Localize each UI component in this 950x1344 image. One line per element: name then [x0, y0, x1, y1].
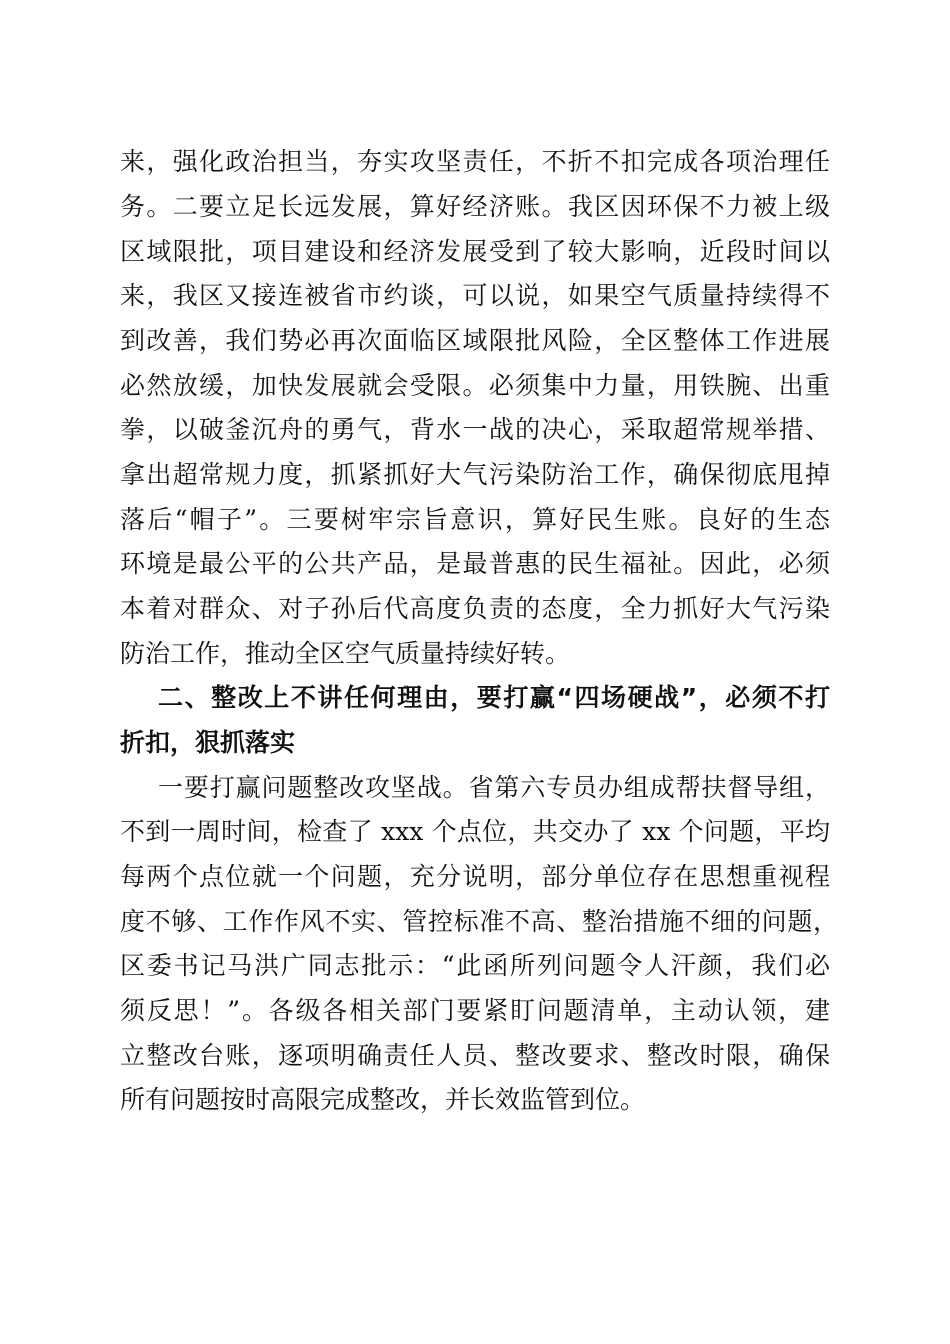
text-line: 来，我区又接连被省市约谈，可以说，如果空气质量持续得不	[120, 281, 830, 310]
text-line: 每两个点位就一个问题，充分说明，部分单位存在思想重视程	[120, 862, 830, 891]
text-line: 防治工作，推动全区空气质量持续好转。	[120, 639, 571, 668]
text-line: 本着对群众、对子孙后代高度负责的态度，全力抓好大气污染	[120, 594, 830, 623]
text-line: 所有问题按时高限完成整改，并长效监管到位。	[120, 1085, 646, 1114]
text-line: 环境是最公平的公共产品，是最普惠的民生福祉。因此，必须	[120, 549, 830, 578]
text-line: 立整改台账，逐项明确责任人员、整改要求、整改时限，确保	[120, 1041, 830, 1070]
text-line: 须反思！”。各级各相关部门要紧盯问题清单，主动认领，建	[120, 996, 830, 1025]
text-line: 拿出超常规力度，抓紧抓好大气污染防治工作，确保彻底甩掉	[120, 460, 830, 489]
text-line: 一要打赢问题整改攻坚战。省第六专员办组成帮扶督导组，	[158, 773, 830, 802]
text-line: 必然放缓，加快发展就会受限。必须集中力量，用铁腕、出重	[120, 371, 830, 400]
text-line: 落后“帽子”。三要树牢宗旨意识，算好民生账。良好的生态	[120, 505, 830, 534]
text-line: 来，强化政治担当，夯实攻坚责任，不折不扣完成各项治理任	[120, 147, 830, 176]
heading-line: 折扣，狠抓落实	[120, 728, 296, 757]
text-line: 拳，以破釜沉舟的勇气，背水一战的决心，采取超常规举措、	[120, 415, 830, 444]
text-line: 区域限批，项目建设和经济发展受到了较大影响，近段时间以	[120, 237, 830, 266]
text-line: 到改善，我们势必再次面临区域限批风险，全区整体工作进展	[120, 326, 830, 355]
text-line: 不到一周时间，检查了 xxx 个点位，共交办了 xx 个问题，平均	[120, 817, 830, 846]
text-line: 区委书记马洪广同志批示：“此函所列问题令人汗颜，我们必	[120, 951, 830, 980]
text-line: 度不够、工作作风不实、管控标准不高、整治措施不细的问题，	[120, 907, 838, 936]
heading-line: 二、整改上不讲任何理由，要打赢“四场硬战”，必须不打	[158, 683, 830, 712]
text-line: 务。二要立足长远发展，算好经济账。我区因环保不力被上级	[120, 192, 830, 221]
